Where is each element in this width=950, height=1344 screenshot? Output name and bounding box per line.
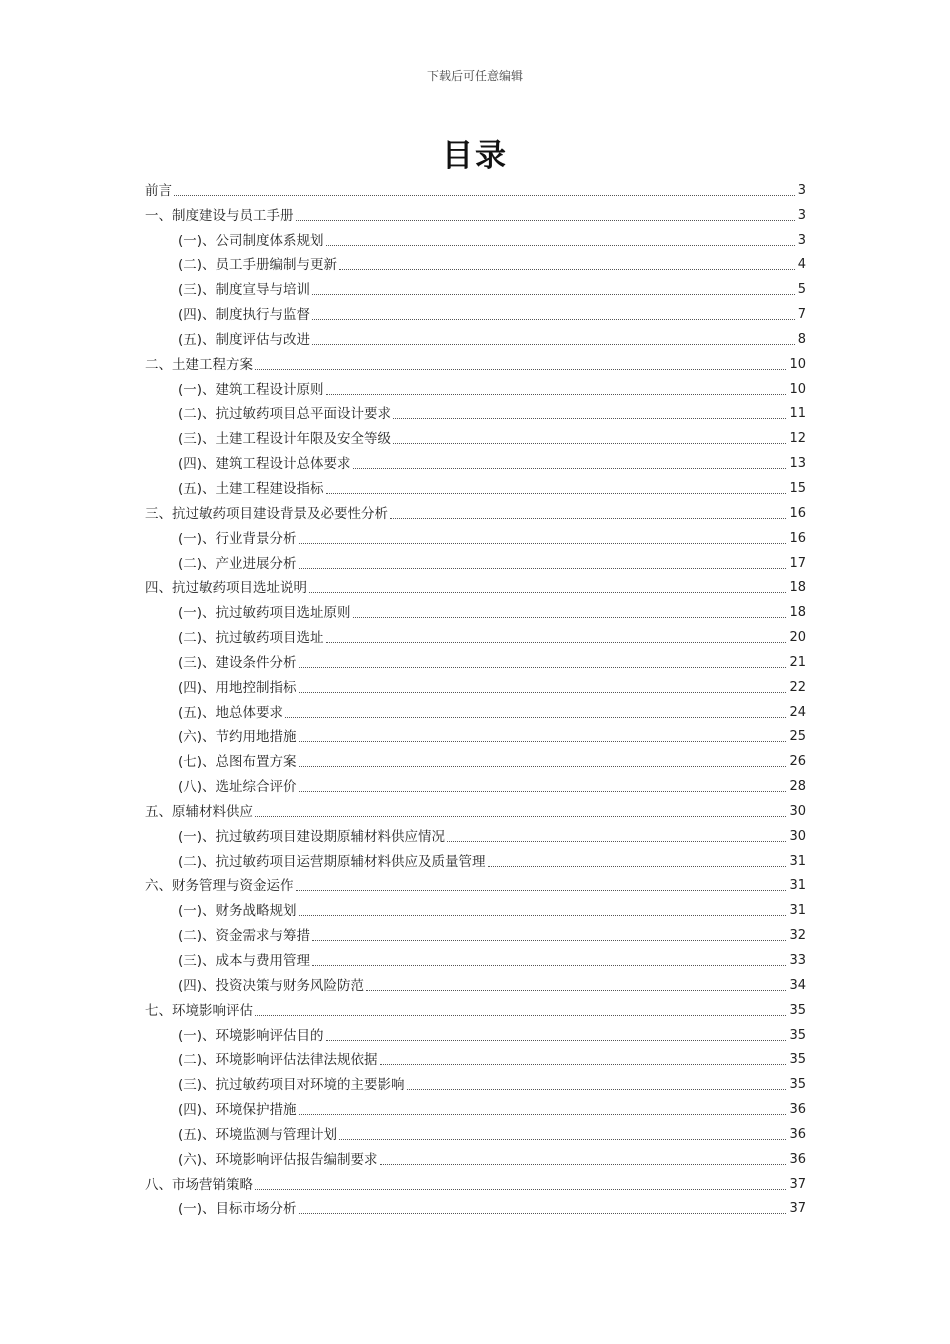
toc-entry[interactable] — [145, 995, 806, 1020]
toc-entry-page-number: 21 — [789, 654, 806, 670]
toc-entry-page-number: 36 — [789, 1102, 806, 1118]
toc-dot-leader — [296, 220, 795, 221]
toc-entry-page-number: 36 — [789, 1151, 806, 1167]
toc-dot-leader — [312, 294, 795, 295]
toc-entry[interactable] — [145, 399, 806, 424]
page-header: 下载后可任意编辑 — [426, 69, 523, 83]
toc-dot-leader — [309, 592, 786, 593]
toc-entry-label: 八、市场营销策略 — [145, 1176, 253, 1193]
toc-entry-label: (一)、环境影响评估目的 — [178, 1027, 324, 1044]
toc-entry-label: (二)、员工手册编制与更新 — [178, 257, 338, 274]
toc-entry[interactable] — [145, 1020, 806, 1045]
toc-entry-label: (四)、建筑工程设计总体要求 — [178, 456, 351, 473]
toc-entry-page-number: 11 — [789, 406, 806, 422]
toc-entry-label: 六、财务管理与资金运作 — [145, 878, 294, 895]
toc-entry-label: (一)、抗过敏药项目选址原则 — [178, 605, 351, 622]
toc-entry-label: (二)、抗过敏药项目总平面设计要求 — [178, 406, 392, 423]
toc-entry-page-number: 37 — [789, 1201, 806, 1217]
toc-entry-page-number: 32 — [789, 928, 806, 944]
toc-entry[interactable] — [145, 1194, 806, 1219]
toc-entry[interactable] — [145, 945, 806, 970]
toc-dot-leader — [299, 543, 787, 544]
toc-entry-label: 五、原辅材料供应 — [145, 803, 253, 820]
toc-entry[interactable] — [145, 622, 806, 647]
toc-entry-page-number: 5 — [797, 282, 806, 298]
toc-dot-leader — [339, 1139, 786, 1140]
toc-entry-label: 七、环境影响评估 — [145, 1002, 253, 1019]
toc-entry-page-number: 7 — [797, 307, 806, 323]
toc-entry-label: 四、抗过敏药项目选址说明 — [145, 580, 307, 597]
toc-entry-label: (一)、目标市场分析 — [178, 1201, 297, 1218]
toc-entry-label: (一)、行业背景分析 — [178, 530, 297, 547]
table-of-contents — [145, 175, 806, 1218]
toc-dot-leader — [393, 418, 786, 419]
toc-entry-label: (二)、资金需求与筹措 — [178, 928, 311, 945]
toc-dot-leader — [299, 1114, 787, 1115]
toc-entry[interactable] — [145, 523, 806, 548]
toc-entry[interactable] — [145, 970, 806, 995]
toc-entry-label: (五)、环境监测与管理计划 — [178, 1126, 338, 1143]
toc-entry-page-number: 35 — [789, 1052, 806, 1068]
toc-entry-page-number: 31 — [789, 853, 806, 869]
toc-entry[interactable] — [145, 846, 806, 871]
toc-entry[interactable] — [145, 274, 806, 299]
toc-entry-label: (七)、总图布置方案 — [178, 754, 297, 771]
toc-entry-page-number: 24 — [789, 704, 806, 720]
toc-dot-leader — [312, 965, 786, 966]
toc-entry-page-number: 31 — [789, 878, 806, 894]
toc-entry-label: 三、抗过敏药项目建设背景及必要性分析 — [145, 505, 388, 522]
toc-dot-leader — [299, 915, 787, 916]
toc-entry-page-number: 25 — [789, 729, 806, 745]
toc-dot-leader — [326, 245, 795, 246]
toc-entry-label: (三)、建设条件分析 — [178, 654, 297, 671]
toc-entry-label: (二)、产业进展分析 — [178, 555, 297, 572]
toc-dot-leader — [299, 568, 787, 569]
toc-dot-leader — [407, 1089, 787, 1090]
toc-entry-label: (二)、环境影响评估法律法规依据 — [178, 1052, 378, 1069]
toc-dot-leader — [299, 791, 787, 792]
toc-dot-leader — [488, 866, 787, 867]
toc-entry[interactable] — [145, 895, 806, 920]
toc-dot-leader — [255, 369, 786, 370]
toc-entry[interactable] — [145, 349, 806, 374]
toc-entry-page-number: 20 — [789, 630, 806, 646]
toc-entry[interactable] — [145, 324, 806, 349]
toc-entry-page-number: 18 — [789, 605, 806, 621]
toc-entry-page-number: 10 — [789, 356, 806, 372]
toc-dot-leader — [285, 717, 786, 718]
toc-dot-leader — [299, 692, 787, 693]
toc-entry[interactable] — [145, 548, 806, 573]
toc-entry[interactable] — [145, 200, 806, 225]
toc-entry-label: (六)、节约用地措施 — [178, 729, 297, 746]
toc-dot-leader — [353, 468, 787, 469]
toc-entry-page-number: 26 — [789, 754, 806, 770]
toc-entry-page-number: 16 — [789, 505, 806, 521]
toc-entry[interactable] — [145, 1094, 806, 1119]
toc-entry-page-number: 10 — [789, 381, 806, 397]
toc-entry-label: (一)、建筑工程设计原则 — [178, 381, 324, 398]
toc-entry-page-number: 3 — [797, 232, 806, 248]
toc-entry-page-number: 16 — [789, 530, 806, 546]
toc-entry-page-number: 28 — [789, 779, 806, 795]
toc-entry[interactable] — [145, 1045, 806, 1070]
toc-entry-label: (四)、环境保护措施 — [178, 1102, 297, 1119]
toc-dot-leader — [390, 518, 786, 519]
toc-entry-page-number: 36 — [789, 1126, 806, 1142]
toc-entry-label: (四)、用地控制指标 — [178, 679, 297, 696]
toc-entry-page-number: 35 — [789, 1027, 806, 1043]
toc-dot-leader — [299, 766, 787, 767]
toc-dot-leader — [339, 269, 795, 270]
toc-dot-leader — [312, 344, 795, 345]
toc-entry-page-number: 4 — [797, 257, 806, 273]
toc-dot-leader — [312, 940, 786, 941]
toc-entry-page-number: 15 — [789, 480, 806, 496]
toc-entry[interactable] — [145, 175, 806, 200]
toc-entry-label: (三)、制度宣导与培训 — [178, 282, 311, 299]
toc-entry-label: (五)、地总体要求 — [178, 704, 284, 721]
toc-entry-page-number: 31 — [789, 903, 806, 919]
toc-entry-label: (四)、制度执行与监督 — [178, 307, 311, 324]
toc-entry[interactable] — [145, 796, 806, 821]
toc-dot-leader — [299, 667, 787, 668]
toc-entry[interactable] — [145, 647, 806, 672]
toc-dot-leader — [312, 319, 795, 320]
toc-entry-label: 前言 — [145, 182, 172, 199]
toc-entry[interactable] — [145, 498, 806, 523]
toc-entry-page-number: 35 — [789, 1002, 806, 1018]
toc-dot-leader — [326, 493, 787, 494]
toc-entry-label: (二)、抗过敏药项目运营期原辅材料供应及质量管理 — [178, 853, 486, 870]
toc-dot-leader — [174, 195, 795, 196]
toc-entry[interactable] — [145, 821, 806, 846]
toc-entry-page-number: 12 — [789, 431, 806, 447]
toc-entry-page-number: 3 — [797, 207, 806, 223]
toc-dot-leader — [353, 617, 787, 618]
toc-dot-leader — [380, 1164, 787, 1165]
toc-entry-label: (二)、抗过敏药项目选址 — [178, 630, 324, 647]
toc-entry[interactable] — [145, 1069, 806, 1094]
toc-dot-leader — [255, 816, 786, 817]
page-title: 目录 — [442, 138, 508, 174]
toc-entry-page-number: 13 — [789, 456, 806, 472]
toc-entry[interactable] — [145, 299, 806, 324]
toc-entry-label: (五)、土建工程建设指标 — [178, 480, 324, 497]
toc-entry-label: (三)、土建工程设计年限及安全等级 — [178, 431, 392, 448]
toc-entry-page-number: 18 — [789, 580, 806, 596]
toc-dot-leader — [299, 741, 787, 742]
toc-entry[interactable] — [145, 871, 806, 896]
toc-entry[interactable] — [145, 771, 806, 796]
toc-entry[interactable] — [145, 423, 806, 448]
toc-entry[interactable] — [145, 448, 806, 473]
toc-dot-leader — [326, 1040, 787, 1041]
toc-entry[interactable] — [145, 1169, 806, 1194]
toc-dot-leader — [326, 394, 787, 395]
toc-entry-page-number: 22 — [789, 679, 806, 695]
toc-entry[interactable] — [145, 697, 806, 722]
toc-entry-label: 一、制度建设与员工手册 — [145, 207, 294, 224]
toc-entry-page-number: 30 — [789, 828, 806, 844]
toc-entry-label: (一)、公司制度体系规划 — [178, 232, 324, 249]
toc-entry-page-number: 34 — [789, 977, 806, 993]
toc-entry[interactable] — [145, 597, 806, 622]
toc-entry[interactable] — [145, 722, 806, 747]
toc-entry-label: 二、土建工程方案 — [145, 356, 253, 373]
toc-entry-page-number: 35 — [789, 1077, 806, 1093]
toc-entry[interactable] — [145, 473, 806, 498]
toc-entry-label: (三)、抗过敏药项目对环境的主要影响 — [178, 1077, 405, 1094]
toc-entry[interactable] — [145, 225, 806, 250]
toc-dot-leader — [393, 443, 786, 444]
toc-entry-label: (三)、成本与费用管理 — [178, 953, 311, 969]
toc-entry-page-number: 30 — [789, 803, 806, 819]
toc-entry-page-number: 17 — [789, 555, 806, 571]
toc-entry-label: (一)、抗过敏药项目建设期原辅材料供应情况 — [178, 828, 446, 845]
toc-entry-page-number: 33 — [789, 953, 806, 968]
toc-entry[interactable] — [145, 920, 806, 945]
toc-dot-leader — [296, 890, 787, 891]
toc-entry[interactable] — [145, 1144, 806, 1169]
toc-dot-leader — [380, 1064, 787, 1065]
toc-entry[interactable] — [145, 672, 806, 697]
toc-dot-leader — [447, 841, 786, 842]
toc-dot-leader — [366, 990, 786, 991]
toc-entry[interactable] — [145, 374, 806, 399]
toc-entry-page-number: 37 — [789, 1176, 806, 1192]
toc-entry-label: (一)、财务战略规划 — [178, 903, 297, 920]
toc-entry-label: (五)、制度评估与改进 — [178, 331, 311, 348]
toc-dot-leader — [326, 642, 787, 643]
toc-entry[interactable] — [145, 250, 806, 275]
toc-entry-label: (四)、投资决策与财务风险防范 — [178, 977, 365, 994]
toc-entry[interactable] — [145, 746, 806, 771]
toc-entry[interactable] — [145, 1119, 806, 1144]
toc-entry-page-number: 8 — [797, 331, 806, 347]
toc-dot-leader — [255, 1015, 786, 1016]
toc-entry-label: (八)、选址综合评价 — [178, 779, 297, 796]
toc-dot-leader — [299, 1213, 787, 1214]
toc-dot-leader — [255, 1189, 786, 1190]
toc-entry[interactable] — [145, 573, 806, 598]
toc-entry-page-number: 3 — [797, 182, 806, 198]
toc-entry-label: (六)、环境影响评估报告编制要求 — [178, 1151, 378, 1168]
